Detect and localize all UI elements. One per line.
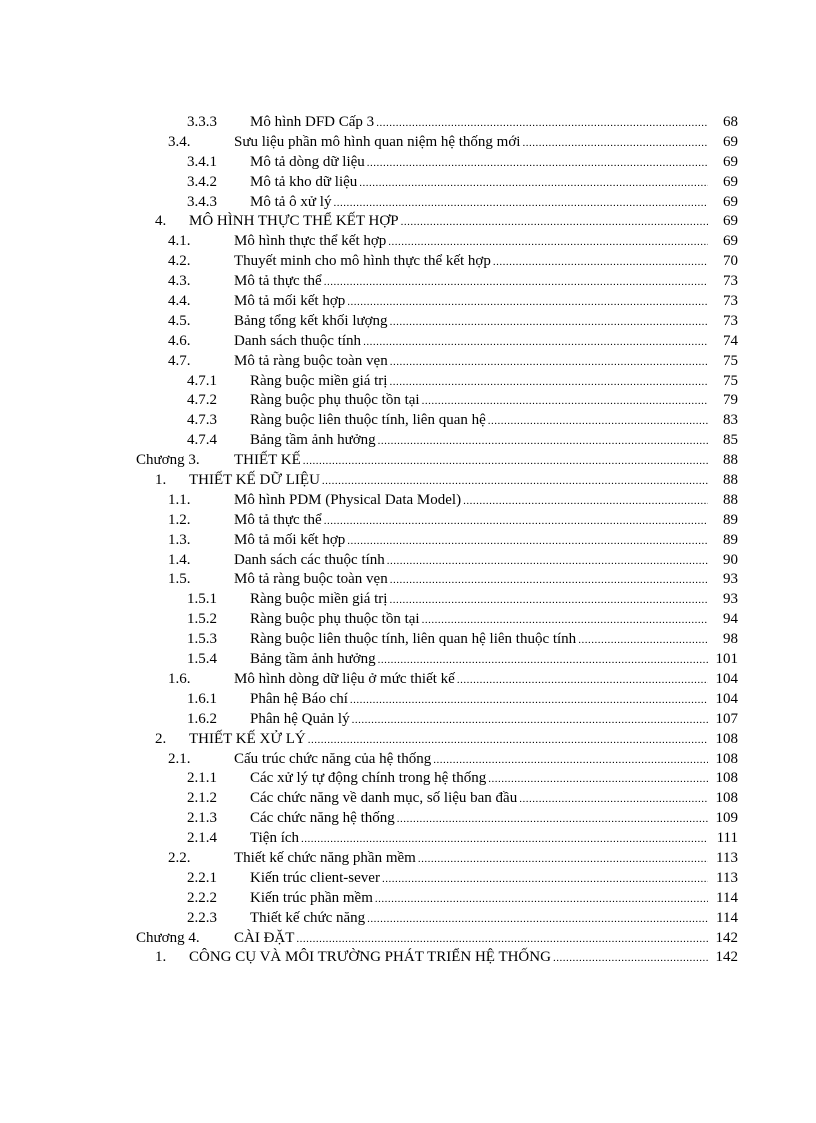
toc-number: 4.2. (168, 253, 191, 270)
toc-title: Các chức năng hệ thống (250, 810, 395, 827)
toc-row[interactable] (0, 531, 816, 551)
toc-number: 2. (155, 730, 167, 747)
dot-leader (486, 412, 708, 432)
dot-leader (350, 711, 708, 731)
toc-number: 4.7. (168, 352, 191, 369)
toc-number: 4.5. (168, 312, 191, 329)
dot-leader (387, 373, 708, 393)
toc-title: THIẾT KẾ DỮ LIỆU (189, 472, 320, 489)
toc-row[interactable] (0, 889, 816, 909)
toc-number: 1.1. (168, 491, 191, 508)
toc-row[interactable] (0, 491, 816, 511)
dot-leader (365, 910, 708, 930)
dot-leader (294, 930, 708, 950)
toc-page-number: 74 (723, 332, 738, 349)
toc-row[interactable] (0, 193, 816, 213)
toc-number: 4.6. (168, 332, 191, 349)
toc-row[interactable] (0, 511, 816, 531)
toc-page-number: 88 (723, 472, 738, 489)
dot-leader (399, 213, 708, 233)
dot-leader (374, 114, 708, 134)
toc-number: 1.6. (168, 670, 191, 687)
toc-title: Ràng buộc liên thuộc tính, liên quan hệ liên thuộc tính (250, 631, 577, 648)
toc-row[interactable] (0, 929, 816, 949)
dot-leader (517, 790, 708, 810)
toc-number: 1.5.2 (187, 611, 217, 628)
toc-row[interactable] (0, 730, 816, 750)
toc-row[interactable] (0, 212, 816, 232)
toc-number: 4.4. (168, 293, 191, 310)
toc-number: 3.4. (168, 133, 191, 150)
toc-row[interactable] (0, 451, 816, 471)
toc-title: Phân hệ Báo chí (250, 690, 348, 707)
toc-page-number: 101 (715, 651, 738, 668)
toc-page-number: 114 (716, 889, 738, 906)
toc-page-number: 109 (715, 810, 738, 827)
toc-row[interactable] (0, 829, 816, 849)
toc-page-number: 73 (723, 273, 738, 290)
dot-leader (420, 392, 708, 412)
toc-number: 2.2.1 (187, 869, 217, 886)
dot-leader (345, 293, 708, 313)
dot-leader (376, 651, 708, 671)
toc-page-number: 142 (715, 949, 738, 966)
toc-number: 1.5. (168, 571, 191, 588)
toc-page-number: 73 (723, 293, 738, 310)
dot-leader (486, 770, 708, 790)
toc-number: 2.2.2 (187, 889, 217, 906)
toc-page-number: 69 (723, 153, 738, 170)
toc-row[interactable] (0, 411, 816, 431)
toc-page-number: 93 (723, 571, 738, 588)
toc-row[interactable] (0, 471, 816, 491)
toc-number: 4.3. (168, 273, 191, 290)
toc-number: 1.2. (168, 511, 191, 528)
toc-title: Các xử lý tự động chính trong hệ thống (250, 770, 487, 787)
toc-title: Phân hệ Quản lý (250, 710, 350, 727)
toc-page-number: 90 (723, 551, 738, 568)
toc-page-number: 111 (716, 830, 738, 847)
toc-number: 2.1.2 (187, 790, 217, 807)
toc-number: 1. (155, 472, 167, 489)
toc-number: 2.1.1 (187, 770, 217, 787)
toc-page-number: 108 (715, 790, 738, 807)
toc-number: 1.5.1 (187, 591, 217, 608)
dot-leader (395, 810, 708, 830)
toc-title: Mô hình thực thể kết hợp (234, 233, 387, 250)
toc-title: Ràng buộc phụ thuộc tồn tại (250, 611, 420, 628)
toc-title: Ràng buộc phụ thuộc tồn tại (250, 392, 420, 409)
toc-number: 1. (155, 949, 167, 966)
toc-row[interactable] (0, 750, 816, 770)
toc-title: Mô hình DFD Cấp 3 (250, 114, 375, 130)
toc-number: 2.2. (168, 849, 191, 866)
toc-number: 3.4.2 (187, 173, 217, 190)
toc-title: Danh sách thuộc tính (234, 332, 362, 349)
toc-title: Thuyết minh cho mô hình thực thể kết hợp (234, 253, 491, 270)
toc-row[interactable] (0, 551, 816, 571)
toc-title: Mô tả thực thể (234, 273, 322, 290)
toc-title: Tiện ích (250, 830, 300, 847)
dot-leader (331, 194, 708, 214)
toc-row[interactable] (0, 272, 816, 292)
toc-number: 1.5.4 (187, 651, 217, 668)
toc-title: Mô tả kho dữ liệu (250, 173, 358, 190)
dot-leader (387, 591, 708, 611)
toc-row[interactable] (0, 590, 816, 610)
toc-page-number: 107 (715, 710, 738, 727)
toc-number: 4.7.1 (187, 372, 217, 389)
toc-row[interactable] (0, 690, 816, 710)
table-of-contents (0, 113, 816, 968)
toc-row[interactable] (0, 252, 816, 272)
toc-page-number: 94 (723, 611, 738, 628)
toc-title: Kiến trúc client-sever (250, 869, 380, 886)
toc-row[interactable] (0, 312, 816, 332)
dot-leader (385, 552, 708, 572)
toc-row[interactable] (0, 352, 816, 372)
toc-row[interactable] (0, 332, 816, 352)
toc-number: 4.7.3 (187, 412, 217, 429)
toc-row[interactable] (0, 292, 816, 312)
toc-page-number: 89 (723, 511, 738, 528)
toc-page-number: 113 (716, 849, 738, 866)
toc-page-number: 68 (723, 114, 738, 130)
toc-title: Ràng buộc miền giá trị (250, 591, 388, 608)
toc-row[interactable] (0, 153, 816, 173)
toc-row[interactable] (0, 630, 816, 650)
toc-title: Thiết kế chức năng (250, 909, 366, 926)
toc-title: Mô tả ô xử lý (250, 193, 332, 210)
toc-title: MÔ HÌNH THỰC THỂ KẾT HỢP (189, 213, 399, 230)
toc-row[interactable] (0, 372, 816, 392)
toc-number: 2.1.4 (187, 830, 217, 847)
toc-page-number: 108 (715, 770, 738, 787)
dot-leader (520, 134, 708, 154)
toc-page-number: 108 (715, 730, 738, 747)
dot-leader (491, 253, 708, 273)
toc-title: THIẾT KẾ XỬ LÝ (189, 730, 306, 747)
toc-page-number: 73 (723, 312, 738, 329)
dot-leader (361, 333, 708, 353)
dot-leader (376, 432, 708, 452)
toc-number: 1.4. (168, 551, 191, 568)
toc-number: 4.1. (168, 233, 191, 250)
toc-page-number: 69 (723, 173, 738, 190)
toc-page-number: 93 (723, 591, 738, 608)
toc-page-number: 79 (723, 392, 738, 409)
toc-title: Mô tả mối kết hợp (234, 293, 346, 310)
toc-title: Mô tả thực thể (234, 511, 322, 528)
dot-leader (301, 452, 708, 472)
toc-title: Bảng tổng kết khối lượng (234, 312, 388, 329)
toc-number: 4. (155, 213, 167, 230)
toc-title: CÔNG CỤ VÀ MÔI TRƯỜNG PHÁT TRIỂN HỆ THỐNG (189, 949, 551, 966)
toc-row[interactable] (0, 869, 816, 889)
toc-page-number: 70 (723, 253, 738, 270)
toc-page-number: 83 (723, 412, 738, 429)
dot-leader (455, 671, 708, 691)
toc-row[interactable] (0, 391, 816, 411)
toc-title: Bảng tầm ảnh hưởng (250, 432, 376, 449)
toc-title: Danh sách các thuộc tính (234, 551, 385, 568)
toc-row[interactable] (0, 769, 816, 789)
dot-leader (320, 472, 708, 492)
toc-row[interactable] (0, 570, 816, 590)
toc-title: Mô tả dòng dữ liệu (250, 153, 365, 170)
toc-number: 3.4.3 (187, 193, 217, 210)
dot-leader (431, 751, 708, 771)
dot-leader (461, 492, 708, 512)
toc-page-number: 114 (716, 909, 738, 926)
dot-leader (345, 532, 708, 552)
toc-page-number: 75 (723, 372, 738, 389)
toc-title: Bảng tầm ảnh hưởng (250, 651, 376, 668)
toc-title: Mô tả ràng buộc toàn vẹn (234, 352, 388, 369)
toc-number: 3.4.1 (187, 153, 217, 170)
toc-row[interactable] (0, 789, 816, 809)
dot-leader (551, 949, 708, 969)
toc-row[interactable] (0, 610, 816, 630)
toc-title: Các chức năng về danh mục, số liệu ban đầu (250, 790, 518, 807)
toc-row[interactable] (0, 650, 816, 670)
toc-page-number: 88 (723, 452, 738, 469)
toc-number: 1.6.1 (187, 690, 217, 707)
toc-page-number: 142 (715, 929, 738, 946)
toc-title: Ràng buộc miền giá trị (250, 372, 388, 389)
toc-page-number: 69 (723, 213, 738, 230)
toc-row[interactable] (0, 849, 816, 869)
toc-page-number: 98 (723, 631, 738, 648)
toc-number: Chương 4. (136, 929, 200, 946)
toc-page-number: 89 (723, 531, 738, 548)
dot-leader (576, 631, 708, 651)
dot-leader (388, 571, 708, 591)
toc-row[interactable] (0, 431, 816, 451)
toc-page-number: 85 (723, 432, 738, 449)
dot-leader (322, 512, 708, 532)
toc-page-number: 108 (715, 750, 738, 767)
dot-leader (365, 154, 708, 174)
toc-row[interactable] (0, 909, 816, 929)
dot-leader (348, 691, 708, 711)
dot-leader (306, 731, 708, 751)
toc-number: 1.6.2 (187, 710, 217, 727)
toc-row[interactable] (0, 710, 816, 730)
dot-leader (388, 353, 708, 373)
toc-title: Mô hình dòng dữ liệu ở mức thiết kế (234, 670, 455, 687)
toc-row[interactable] (0, 809, 816, 829)
toc-number: 2.1. (168, 750, 191, 767)
dot-leader (386, 233, 708, 253)
toc-number: 1.5.3 (187, 631, 217, 648)
toc-row[interactable] (0, 232, 816, 252)
dot-leader (388, 313, 708, 333)
toc-row[interactable] (0, 113, 816, 133)
toc-title: Cấu trúc chức năng của hệ thống (234, 750, 432, 767)
dot-leader (416, 850, 708, 870)
toc-row[interactable] (0, 948, 816, 968)
toc-page-number: 113 (716, 869, 738, 886)
dot-leader (322, 273, 708, 293)
toc-row[interactable] (0, 670, 816, 690)
toc-number: 2.1.3 (187, 810, 217, 827)
toc-number: 3.3.3 (187, 114, 217, 130)
toc-title: Mô hình PDM (Physical Data Model) (234, 491, 462, 508)
toc-title: Ràng buộc liên thuộc tính, liên quan hệ (250, 412, 486, 429)
toc-number: 4.7.2 (187, 392, 217, 409)
toc-number: Chương 3. (136, 452, 200, 469)
dot-leader (380, 870, 708, 890)
toc-page-number: 69 (723, 133, 738, 150)
toc-title: Sưu liệu phần mô hình quan niệm hệ thống mới (234, 133, 521, 150)
toc-title: CÀI ĐẶT (234, 929, 295, 946)
toc-title: THIẾT KẾ (234, 452, 301, 469)
toc-page-number: 69 (723, 233, 738, 250)
toc-title: Thiết kế chức năng phần mềm (234, 849, 416, 866)
dot-leader (373, 890, 708, 910)
toc-title: Mô tả ràng buộc toàn vẹn (234, 571, 388, 588)
dot-leader (357, 174, 708, 194)
toc-page-number: 69 (723, 193, 738, 210)
toc-number: 4.7.4 (187, 432, 217, 449)
toc-page-number: 88 (723, 491, 738, 508)
dot-leader (420, 611, 708, 631)
toc-page-number: 75 (723, 352, 738, 369)
toc-page-number: 104 (715, 690, 738, 707)
toc-title: Mô tả mối kết hợp (234, 531, 346, 548)
toc-row[interactable] (0, 173, 816, 193)
toc-number: 1.3. (168, 531, 191, 548)
toc-number: 2.2.3 (187, 909, 217, 926)
dot-leader (299, 830, 708, 850)
toc-title: Kiến trúc phần mềm (250, 889, 373, 906)
toc-page-number: 104 (715, 670, 738, 687)
toc-row[interactable] (0, 133, 816, 153)
